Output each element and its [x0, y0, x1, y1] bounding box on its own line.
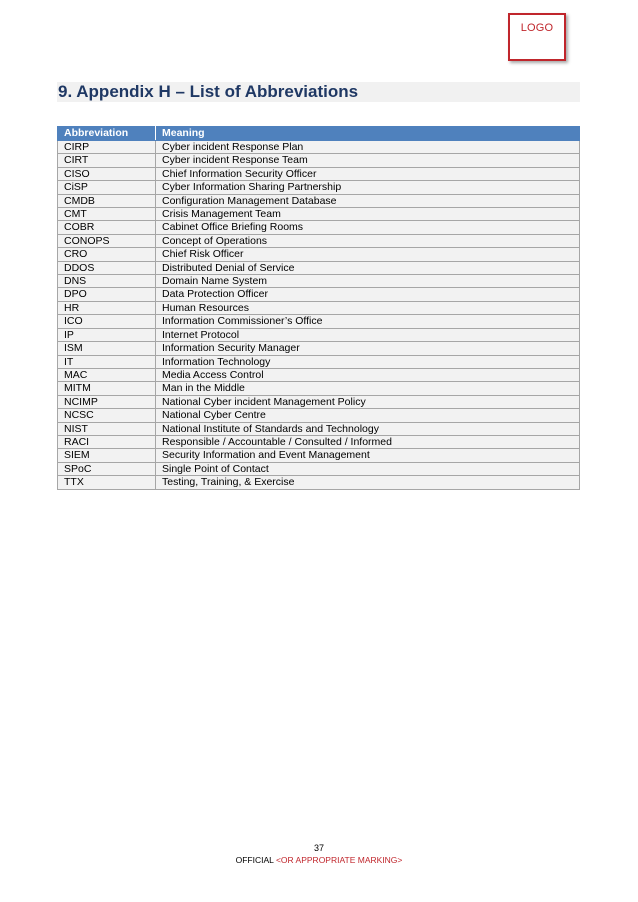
table-row [58, 476, 580, 489]
meaning-cell: Cyber Information Sharing Partnership [156, 181, 580, 194]
abbreviation-cell: CONOPS [58, 234, 156, 247]
table-row [58, 194, 580, 207]
meaning-cell: Data Protection Officer [156, 288, 580, 301]
abbreviation-cell: CMT [58, 208, 156, 221]
footer-official: OFFICIAL [235, 855, 274, 865]
abbreviation-cell: CRO [58, 248, 156, 261]
meaning-cell: National Cyber Centre [156, 409, 580, 422]
abbreviation-cell: CMDB [58, 194, 156, 207]
table-row [58, 462, 580, 475]
page-number: 37 [313, 843, 324, 853]
abbreviation-cell: DNS [58, 275, 156, 288]
footer-marking [0, 855, 638, 865]
meaning-cell: Configuration Management Database [156, 194, 580, 207]
meaning-cell: Human Resources [156, 301, 580, 314]
abbreviation-cell: NCIMP [58, 395, 156, 408]
abbreviation-cell: TTX [58, 476, 156, 489]
meaning-cell: Security Information and Event Management [156, 449, 580, 462]
table-row [58, 288, 580, 301]
table-row [58, 449, 580, 462]
table-row [58, 141, 580, 154]
table-header-row [58, 127, 580, 141]
meaning-cell: Distributed Denial of Service [156, 261, 580, 274]
section-heading: 9. Appendix H – List of Abbreviations [58, 82, 359, 101]
meaning-cell: Single Point of Contact [156, 462, 580, 475]
meaning-cell: Testing, Training, & Exercise [156, 476, 580, 489]
table-row [58, 395, 580, 408]
table-row [58, 208, 580, 221]
footer-appropriate-marking: <OR APPROPRIATE MARKING> [275, 855, 403, 865]
abbreviation-cell: CIRP [58, 141, 156, 154]
logo-placeholder [508, 13, 566, 61]
abbreviation-cell: RACI [58, 435, 156, 448]
meaning-cell: Crisis Management Team [156, 208, 580, 221]
table-row [58, 382, 580, 395]
abbreviation-cell: MAC [58, 368, 156, 381]
meaning-cell: Man in the Middle [156, 382, 580, 395]
abbreviation-cell: HR [58, 301, 156, 314]
meaning-cell: Domain Name System [156, 275, 580, 288]
table-row [58, 248, 580, 261]
abbreviation-cell: DDOS [58, 261, 156, 274]
meaning-cell: National Cyber incident Management Policy [156, 395, 580, 408]
meaning-cell: Information Technology [156, 355, 580, 368]
meaning-cell: Chief Risk Officer [156, 248, 580, 261]
abbreviation-cell: ICO [58, 315, 156, 328]
table-body [58, 141, 580, 490]
table-row [58, 181, 580, 194]
section-heading-bar [57, 82, 580, 102]
abbreviation-cell: CIRT [58, 154, 156, 167]
table-row [58, 275, 580, 288]
table-row [58, 234, 580, 247]
meaning-cell: Media Access Control [156, 368, 580, 381]
table-row [58, 154, 580, 167]
table-row [58, 368, 580, 381]
abbreviation-cell: CiSP [58, 181, 156, 194]
meaning-cell: Chief Information Security Officer [156, 167, 580, 180]
column-header-abbreviation: Abbreviation [58, 127, 156, 141]
meaning-cell: Cyber incident Response Team [156, 154, 580, 167]
column-header-meaning: Meaning [156, 127, 580, 141]
table-row [58, 409, 580, 422]
abbreviation-cell: IP [58, 328, 156, 341]
meaning-cell: Information Security Manager [156, 342, 580, 355]
table-row [58, 342, 580, 355]
meaning-cell: Cabinet Office Briefing Rooms [156, 221, 580, 234]
abbreviation-cell: COBR [58, 221, 156, 234]
table-row [58, 167, 580, 180]
table-row [58, 328, 580, 341]
abbreviations-table [57, 126, 580, 490]
abbreviation-cell: CISO [58, 167, 156, 180]
meaning-cell: Internet Protocol [156, 328, 580, 341]
table-row [58, 301, 580, 314]
table-row [58, 435, 580, 448]
abbreviation-cell: ISM [58, 342, 156, 355]
meaning-cell: Concept of Operations [156, 234, 580, 247]
abbreviation-cell: IT [58, 355, 156, 368]
meaning-cell: Information Commissioner’s Office [156, 315, 580, 328]
abbreviation-cell: MITM [58, 382, 156, 395]
abbreviation-cell: SIEM [58, 449, 156, 462]
table-row [58, 221, 580, 234]
logo-label: LOGO [520, 22, 554, 34]
table-row [58, 261, 580, 274]
abbreviation-cell: NIST [58, 422, 156, 435]
meaning-cell: Responsible / Accountable / Consulted / Informed [156, 435, 580, 448]
table-row [58, 422, 580, 435]
meaning-cell: National Institute of Standards and Technology [156, 422, 580, 435]
abbreviation-cell: DPO [58, 288, 156, 301]
meaning-cell: Cyber incident Response Plan [156, 141, 580, 154]
table-row [58, 315, 580, 328]
abbreviation-cell: NCSC [58, 409, 156, 422]
abbreviation-cell: SPoC [58, 462, 156, 475]
table-row [58, 355, 580, 368]
